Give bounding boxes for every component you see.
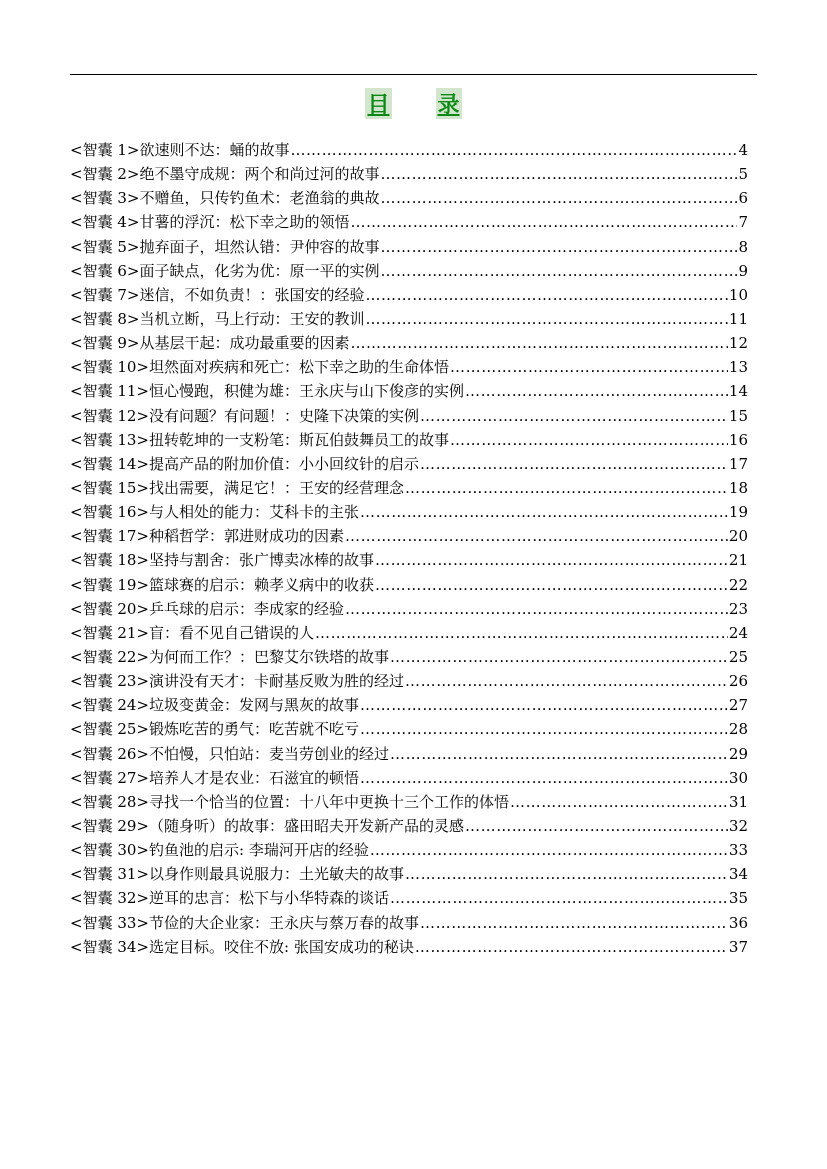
toc-entry[interactable] xyxy=(70,862,748,886)
toc-dot-leader xyxy=(380,186,737,210)
toc-dot-leader xyxy=(415,935,728,959)
toc-entry-label: <智囊 6>面子缺点，化劣为优：原一平的实例 xyxy=(70,261,380,280)
toc-entry-label: <智囊 34>选定目标。咬住不放: 张国安成功的秘诀 xyxy=(70,937,414,956)
toc-entry-label: <智囊 2>绝不墨守成规：两个和尚过河的故事 xyxy=(70,165,380,184)
toc-dot-leader xyxy=(420,452,728,476)
toc-entry[interactable] xyxy=(70,621,748,645)
toc-entry[interactable] xyxy=(70,259,748,283)
toc-dot-leader xyxy=(390,645,728,669)
toc-entry[interactable] xyxy=(70,307,748,331)
toc-dot-leader xyxy=(375,573,728,597)
toc-entry[interactable] xyxy=(70,838,748,862)
toc-entry-page-number: 12 xyxy=(728,334,748,353)
toc-entry-page-number: 35 xyxy=(728,889,748,908)
toc-entry-page-number: 18 xyxy=(728,478,748,497)
toc-entry[interactable] xyxy=(70,935,748,959)
toc-entry-label: <智囊 15>找出需要，满足它！：王安的经营理念 xyxy=(70,478,404,497)
toc-entry-page-number: 34 xyxy=(728,865,748,884)
toc-entry-label: <智囊 30>钓鱼池的启示: 李瑞河开店的经验 xyxy=(70,841,369,860)
toc-entry[interactable] xyxy=(70,790,748,814)
toc-entry-label: <智囊 33>节俭的大企业家：王永庆与蔡万春的故事 xyxy=(70,913,419,932)
toc-entry-page-number: 31 xyxy=(728,792,748,811)
toc-dot-leader xyxy=(350,210,737,234)
toc-dot-leader xyxy=(465,379,728,403)
toc-entry-page-number: 15 xyxy=(728,406,748,425)
toc-dot-leader xyxy=(315,621,728,645)
toc-entry-page-number: 32 xyxy=(728,816,748,835)
toc-entry[interactable] xyxy=(70,476,748,500)
toc-entry-page-number: 13 xyxy=(728,358,748,377)
toc-entry[interactable] xyxy=(70,814,748,838)
toc-entry[interactable] xyxy=(70,428,748,452)
toc-entry-label: <智囊 29>（随身听）的故事：盛田昭夫开发新产品的灵感 xyxy=(70,816,464,835)
toc-entry-label: <智囊 27>培养人才是农业：石滋宜的顿悟 xyxy=(70,768,359,787)
toc-dot-leader xyxy=(380,162,737,186)
toc-dot-leader xyxy=(450,355,728,379)
toc-dot-leader xyxy=(420,404,728,428)
toc-entry-page-number: 21 xyxy=(728,551,748,570)
toc-dot-leader xyxy=(360,766,728,790)
toc-dot-leader xyxy=(350,331,727,355)
toc-entry[interactable] xyxy=(70,886,748,910)
toc-heading-char-2: 录 xyxy=(436,88,462,119)
toc-entry-page-number: 16 xyxy=(728,430,748,449)
toc-entry-label: <智囊 17>种稻哲学：郭进财成功的因素 xyxy=(70,527,344,546)
toc-entry-page-number: 33 xyxy=(728,841,748,860)
toc-entry-page-number: 9 xyxy=(738,261,748,280)
toc-entry-page-number: 26 xyxy=(728,672,748,691)
toc-entry-label: <智囊 9>从基层干起：成功最重要的因素 xyxy=(70,334,350,353)
toc-entry-label: <智囊 22>为何而工作？：巴黎艾尔铁塔的故事 xyxy=(70,647,389,666)
toc-dot-leader xyxy=(405,862,728,886)
toc-entry-page-number: 17 xyxy=(728,454,748,473)
toc-dot-leader xyxy=(405,669,728,693)
toc-entry[interactable] xyxy=(70,404,748,428)
toc-entry-label: <智囊 24>垃圾变黄金：发网与黑灰的故事 xyxy=(70,696,359,715)
toc-entry-label: <智囊 8>当机立断，马上行动：王安的教训 xyxy=(70,309,365,328)
toc-entry-page-number: 14 xyxy=(728,382,748,401)
toc-dot-leader xyxy=(375,548,728,572)
toc-entry-label: <智囊 18>坚持与割舍：张广博卖冰棒的故事 xyxy=(70,551,374,570)
toc-entry[interactable] xyxy=(70,717,748,741)
toc-entry-page-number: 19 xyxy=(728,503,748,522)
toc-entry-page-number: 29 xyxy=(728,744,748,763)
toc-entry-label: <智囊 26>不怕慢，只怕站：麦当劳创业的经过 xyxy=(70,744,389,763)
toc-dot-leader xyxy=(405,476,728,500)
toc-heading-char-1: 目 xyxy=(365,88,391,119)
toc-entry-page-number: 6 xyxy=(738,189,748,208)
toc-entry-label: <智囊 10>坦然面对疾病和死亡：松下幸之助的生命体悟 xyxy=(70,358,449,377)
toc-dot-leader xyxy=(345,597,728,621)
toc-entry[interactable] xyxy=(70,283,748,307)
toc-heading xyxy=(0,88,827,119)
toc-dot-leader xyxy=(360,693,728,717)
toc-dot-leader xyxy=(450,428,728,452)
toc-entry-page-number: 25 xyxy=(728,647,748,666)
toc-entry[interactable] xyxy=(70,210,748,234)
toc-dot-leader xyxy=(390,886,728,910)
toc-entry[interactable] xyxy=(70,331,748,355)
toc-entry-page-number: 5 xyxy=(738,165,748,184)
toc-entry-label: <智囊 23>演讲没有天才：卡耐基反败为胜的经过 xyxy=(70,672,404,691)
toc-entry[interactable] xyxy=(70,235,748,259)
toc-dot-leader xyxy=(345,524,728,548)
toc-entry-label: <智囊 1>欲速则不达：蛹的故事 xyxy=(70,141,290,159)
toc-entry[interactable] xyxy=(70,742,748,766)
toc-entry-page-number: 11 xyxy=(728,309,748,328)
toc-entry[interactable] xyxy=(70,162,748,186)
toc-entry-label: <智囊 7>迷信，不如负责！：张国安的经验 xyxy=(70,285,365,304)
toc-entry[interactable] xyxy=(70,693,748,717)
toc-dot-leader xyxy=(420,911,728,935)
toc-entry-label: <智囊 12>没有问题？有问题！：史隆下决策的实例 xyxy=(70,406,419,425)
toc-entry[interactable] xyxy=(70,524,748,548)
toc-dot-leader xyxy=(380,235,737,259)
toc-entry-label: <智囊 25>锻炼吃苦的勇气：吃苦就不吃亏 xyxy=(70,720,359,739)
toc-entry[interactable] xyxy=(70,355,748,379)
toc-entry-page-number: 23 xyxy=(728,599,748,618)
toc-entry[interactable] xyxy=(70,500,748,524)
toc-entry[interactable] xyxy=(70,452,748,476)
toc-entry[interactable] xyxy=(70,766,748,790)
toc-entry-label: <智囊 20>乒乓球的启示：李成家的经验 xyxy=(70,599,344,618)
toc-dot-leader xyxy=(365,307,727,331)
toc-entry-label: <智囊 31>以身作则最具说服力：土光敏夫的故事 xyxy=(70,865,404,884)
toc-entry-label: <智囊 14>提高产品的附加价值：小小回纹针的启示 xyxy=(70,454,419,473)
toc-entry-page-number: 28 xyxy=(728,720,748,739)
toc-entry-label: <智囊 11>恒心慢跑，积健为雄：王永庆与山下俊彦的实例 xyxy=(70,382,464,401)
toc-dot-leader xyxy=(360,500,728,524)
toc-dot-leader xyxy=(390,742,728,766)
toc-entry-page-number: 37 xyxy=(728,937,748,956)
toc-dot-leader xyxy=(290,138,737,162)
toc-entry-page-number: 36 xyxy=(728,913,748,932)
toc-entry-label: <智囊 13>扭转乾坤的一支粉笔：斯瓦伯鼓舞员工的故事 xyxy=(70,430,449,449)
toc-entry[interactable] xyxy=(70,138,748,162)
toc-entry-page-number: 4 xyxy=(738,141,748,159)
toc-entry[interactable] xyxy=(70,597,748,621)
toc-entry-label: <智囊 32>逆耳的忠言：松下与小华特森的谈话 xyxy=(70,889,389,908)
toc-entry-label: <智囊 4>甘薯的浮沉：松下幸之助的领悟 xyxy=(70,213,350,232)
toc-entry-page-number: 24 xyxy=(728,623,748,642)
toc-entry-label: <智囊 5>抛弃面子，坦然认错：尹仲容的故事 xyxy=(70,237,380,256)
header-rule xyxy=(70,74,757,75)
toc-entry-page-number: 10 xyxy=(728,285,748,304)
toc-entry-page-number: 7 xyxy=(738,213,748,232)
toc-entry[interactable] xyxy=(70,186,748,210)
toc-dot-leader xyxy=(380,259,737,283)
toc-dot-leader xyxy=(365,283,727,307)
toc-list xyxy=(70,138,748,959)
toc-entry-page-number: 27 xyxy=(728,696,748,715)
toc-entry[interactable] xyxy=(70,548,748,572)
toc-entry-label: <智囊 21>盲：看不见自己错误的人 xyxy=(70,623,314,642)
toc-entry[interactable] xyxy=(70,911,748,935)
toc-entry-label: <智囊 3>不赠鱼，只传钓鱼术：老渔翁的典故 xyxy=(70,189,380,208)
toc-entry[interactable] xyxy=(70,573,748,597)
toc-entry-label: <智囊 16>与人相处的能力：艾科卡的主张 xyxy=(70,503,359,522)
toc-dot-leader xyxy=(370,838,728,862)
toc-dot-leader xyxy=(465,814,728,838)
toc-dot-leader xyxy=(510,790,728,814)
toc-dot-leader xyxy=(360,717,728,741)
toc-entry-page-number: 22 xyxy=(728,575,748,594)
toc-entry-page-number: 8 xyxy=(738,237,748,256)
toc-entry[interactable] xyxy=(70,379,748,403)
toc-entry-label: <智囊 28>寻找一个恰当的位置：十八年中更换十三个工作的体悟 xyxy=(70,792,509,811)
toc-entry-label: <智囊 19>篮球赛的启示：赖孝义病中的收获 xyxy=(70,575,374,594)
toc-entry[interactable] xyxy=(70,645,748,669)
toc-entry-page-number: 30 xyxy=(728,768,748,787)
toc-entry-page-number: 20 xyxy=(728,527,748,546)
toc-entry[interactable] xyxy=(70,669,748,693)
